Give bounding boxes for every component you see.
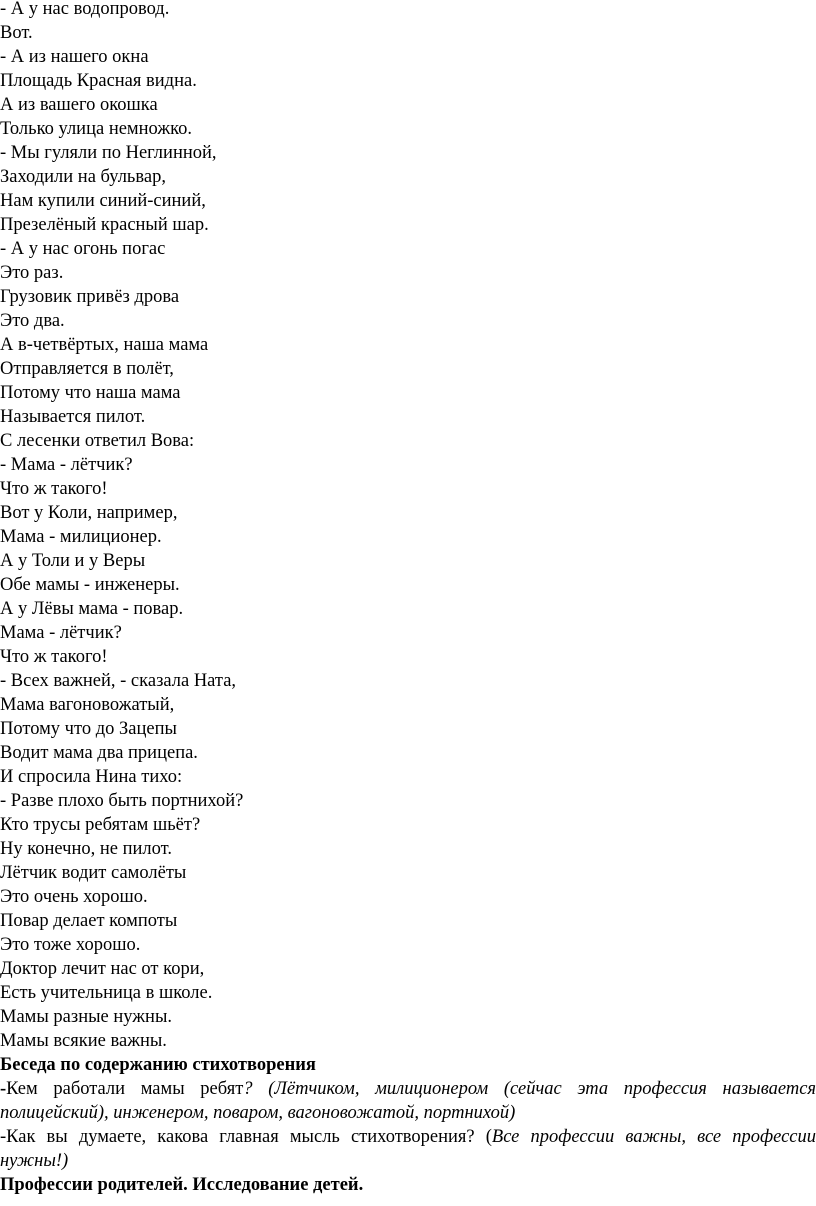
poem-line: Отправляется в полёт, [0, 359, 174, 379]
poem-line: Мамы всякие важны. [0, 1031, 167, 1051]
poem-line: Ну конечно, не пилот. [0, 839, 172, 859]
poem-line: Обе мамы - инженеры. [0, 575, 180, 595]
question-1 [0, 1077, 816, 1125]
poem-line: - Всех важней, - сказала Ната, [0, 671, 237, 691]
poem-line: И спросила Нина тихо: [0, 767, 183, 787]
question-2-answer: Все профессии важны, все профессии нужны!) [0, 1127, 816, 1171]
question-2-text: -Как вы думаете, какова главная мысль стихотворения? ( [0, 1127, 492, 1147]
poem-line: Мамы разные нужны. [0, 1007, 173, 1027]
poem-line: Есть учительница в школе. [0, 983, 213, 1003]
poem-line: Лётчик водит самолёты [0, 863, 187, 883]
poem-line: С лесенки ответил Вова: [0, 431, 195, 451]
poem-line: - Мама - лётчик? [0, 455, 133, 475]
poem-line: Мама вагоновожатый, [0, 695, 175, 715]
question-2 [0, 1125, 816, 1173]
poem-line: Площадь Красная видна. [0, 71, 197, 91]
poem-line: Это два. [0, 311, 65, 331]
poem-line: Это раз. [0, 263, 64, 283]
poem-line: А у Лёвы мама - повар. [0, 599, 184, 619]
question-1-dash: - [0, 1079, 7, 1099]
poem-line: Грузовик привёз дрова [0, 287, 180, 307]
poem-line: Доктор лечит нас от кори, [0, 959, 205, 979]
poem-line: Презелёный красный шар. [0, 215, 209, 235]
poem-line: - А у нас водопровод. [0, 0, 170, 19]
poem-line: Вот. [0, 23, 33, 43]
poem-line: Называется пилот. [0, 407, 146, 427]
poem-line: Что ж такого! [0, 647, 108, 667]
discussion-heading: Беседа по содержанию стихотворения [0, 1055, 316, 1075]
poem-line: Потому что до Зацепы [0, 719, 177, 739]
poem-line: А в-четвёртых, наша мама [0, 335, 209, 355]
poem-line: Мама - лётчик? [0, 623, 122, 643]
poem-line: Это очень хорошо. [0, 887, 148, 907]
poem-line: Кто трусы ребятам шьёт? [0, 815, 201, 835]
poem-line: - Мы гуляли по Неглинной, [0, 143, 217, 163]
question-1-text: Кем работали мамы ребят [6, 1079, 244, 1099]
poem-line: А из вашего окошка [0, 95, 158, 115]
poem-line: Только улица немножко. [0, 119, 193, 139]
poem-line: А у Толи и у Веры [0, 551, 146, 571]
poem-line: Повар делает компоты [0, 911, 178, 931]
poem-line: Заходили на бульвар, [0, 167, 166, 187]
poem-line: - А из нашего окна [0, 47, 149, 67]
poem-line: Что ж такого! [0, 479, 108, 499]
poem-line: - Разве плохо быть портнихой? [0, 791, 244, 811]
poem-line: Потому что наша мама [0, 383, 181, 403]
question-1-answer: ? (Лётчиком, милиционером (сейчас эта профессия называется полицейский), инженером, поваром, вагоновожатой, портнихой) [0, 1079, 816, 1123]
poem-line: Это тоже хорошо. [0, 935, 141, 955]
poem-line: Вот у Коли, например, [0, 503, 178, 523]
poem-line: Мама - милиционер. [0, 527, 162, 547]
poem-line: Водит мама два прицепа. [0, 743, 198, 763]
poem-line: - А у нас огонь погас [0, 239, 166, 259]
poem-line: Нам купили синий-синий, [0, 191, 206, 211]
research-heading: Профессии родителей. Исследование детей. [0, 1175, 364, 1195]
